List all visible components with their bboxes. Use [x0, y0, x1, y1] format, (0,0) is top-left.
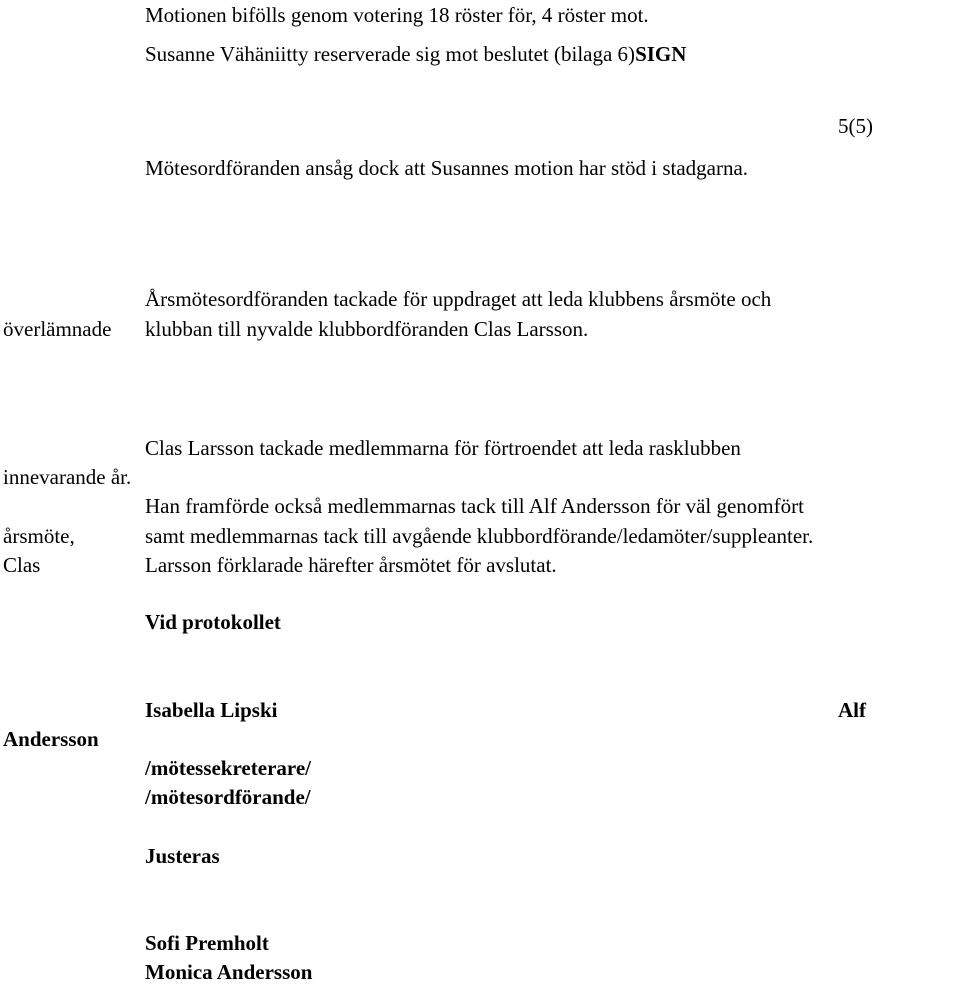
reservation-line — [145, 44, 686, 65]
signatory-chair-last-name: Andersson — [3, 727, 99, 751]
vid-protokollet-heading: Vid protokollet — [145, 610, 281, 634]
closing-paragraph-line-1: Clas Larsson tackade medlemmarna för förtroendet att leda rasklubben — [145, 436, 741, 460]
closing-paragraph-line-3: Han framförde också medlemmarnas tack till Alf Andersson för väl genomfört — [145, 494, 804, 518]
adjuster-name-2: Monica Andersson — [145, 960, 313, 984]
thanks-paragraph-line-1: Årsmötesordföranden tackade för uppdraget att leda klubbens årsmöte och — [145, 287, 772, 311]
closing-paragraph-left-1: årsmöte, — [3, 524, 75, 548]
reservation-text: Susanne Vähäniitty reserverade sig mot beslutet (bilaga 6) — [145, 42, 636, 66]
signatory-secretary-role: /mötessekreterare/ — [145, 756, 311, 780]
sign-marker: SIGN — [635, 42, 687, 66]
closing-paragraph-line-5: Larsson förklarade härefter årsmötet för avslutat. — [145, 553, 557, 577]
closing-paragraph-line-4: samt medlemmarnas tack till avgående klubbordförande/ledamöter/suppleanter. — [145, 524, 814, 548]
chair-opinion-text: Mötesordföranden ansåg dock att Susannes motion har stöd i stadgarna. — [145, 156, 749, 180]
closing-paragraph-left-2: Clas — [3, 553, 41, 577]
signatory-chair-role: /mötesordförande/ — [145, 785, 311, 809]
motion-result-text: Motionen bifölls genom votering 18 röster för, 4 röster mot. — [145, 3, 649, 27]
signatory-chair-first-name: Alf — [838, 698, 866, 722]
page-number: 5(5) — [838, 114, 873, 138]
justeras-heading: Justeras — [145, 844, 220, 868]
closing-paragraph-line-2: innevarande år. — [3, 465, 132, 489]
signatory-secretary-name: Isabella Lipski — [145, 698, 278, 722]
adjuster-name-1: Sofi Premholt — [145, 931, 269, 955]
thanks-paragraph-line-2: klubban till nyvalde klubbordföranden Clas Larsson. — [145, 317, 589, 341]
thanks-paragraph-left: överlämnade — [3, 317, 112, 341]
